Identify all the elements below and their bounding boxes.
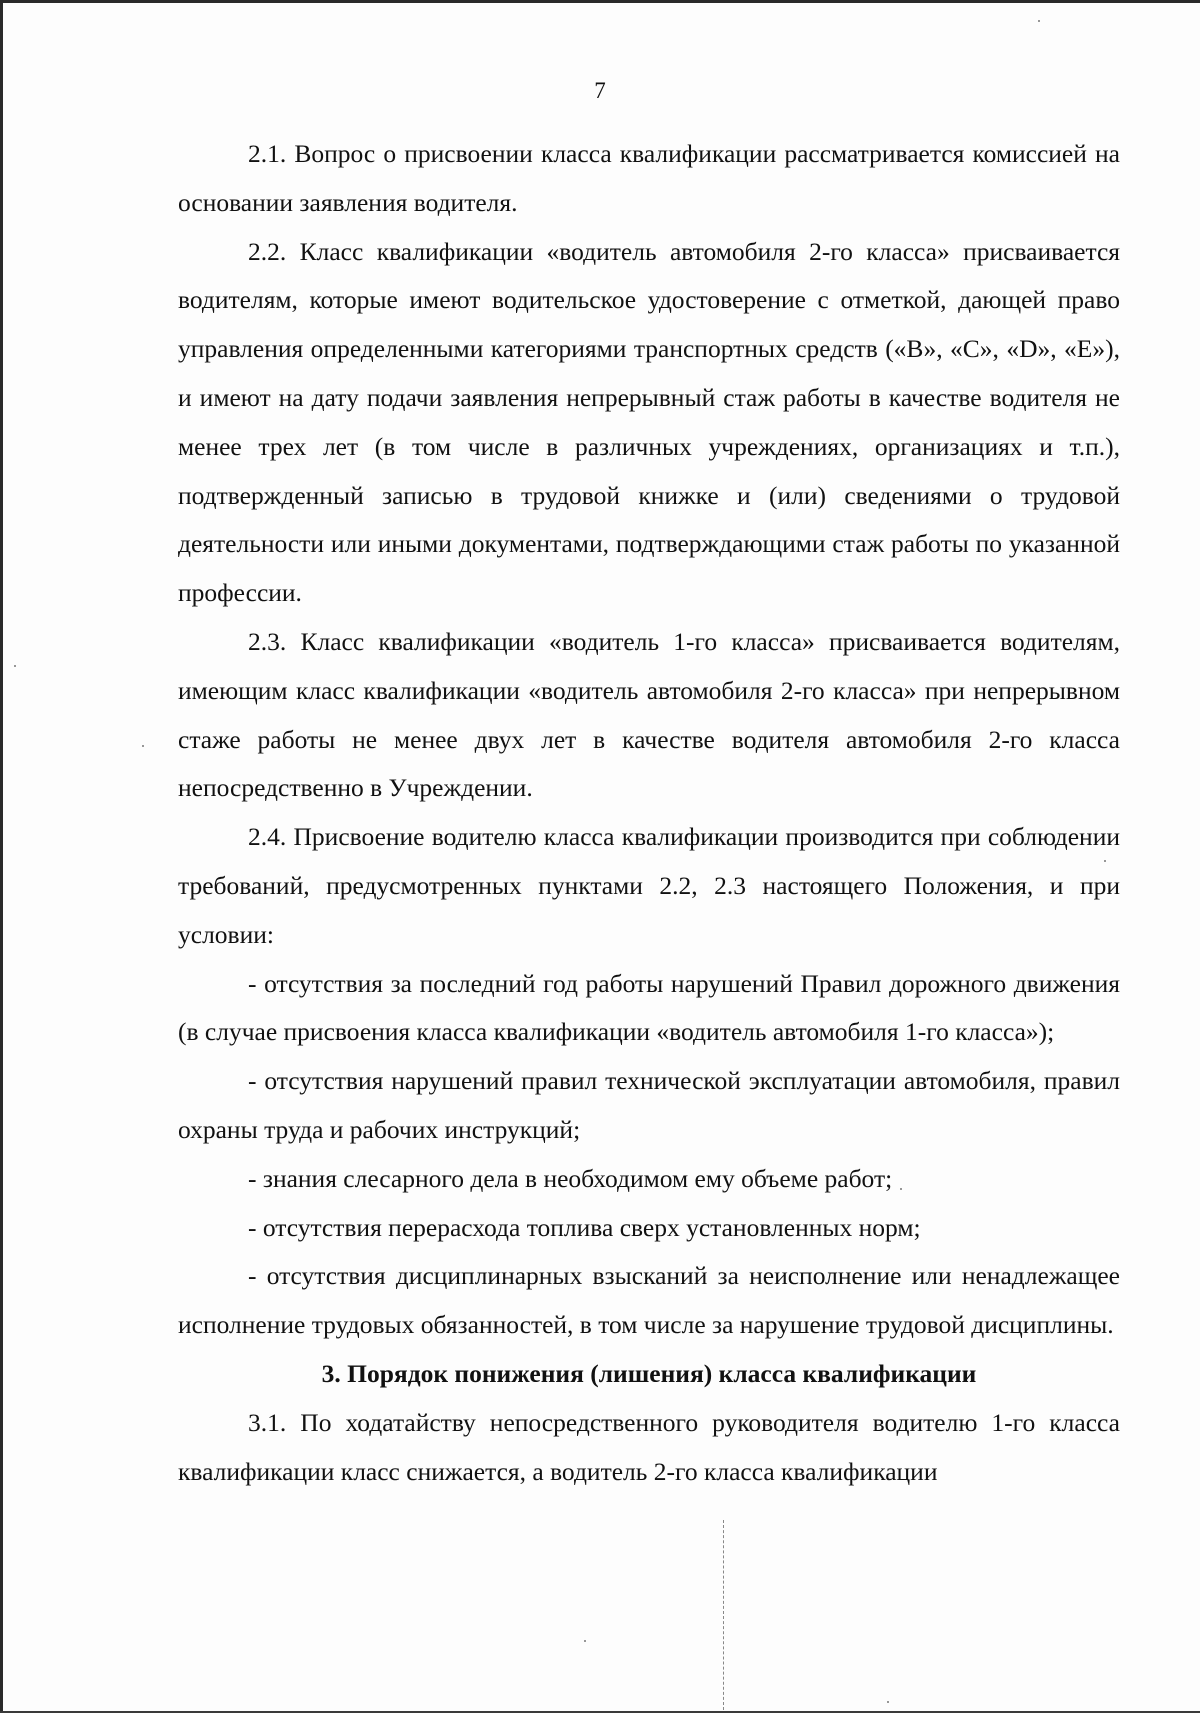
condition-item: - отсутствия перерасхода топлива сверх установленных норм; — [248, 1212, 921, 1242]
paragraph-2-2: 2.2. Класс квалификации «водитель автомобиля 2-го класса» присваивается водителям, которые имеют водительское удостоверение с отметкой, дающей право управления определенными категориями транспортных средств («B», «C», «D», «E»), и имеют на дату подачи заявления непрерывный стаж работы в качестве водителя не менее трех лет (в том числе в различных учреждениях, организациях и т.п.), подтвержденный записью в трудовой книжке и (или) сведениями о трудовой деятельности или иными документами, подтверждающими стаж работы по указанной профессии. — [178, 236, 1120, 608]
paragraph-3-1: 3.1. По ходатайству непосредственного руководителя водителю 1-го класса квалификации класс снижается, а водитель 2-го класса квалификации — [178, 1407, 1120, 1486]
condition-item: - отсутствия нарушений правил технической эксплуатации автомобиля, правил охраны труда и рабочих инструкций; — [178, 1066, 1120, 1144]
scan-speck — [887, 1701, 889, 1703]
scan-border-top — [0, 0, 1200, 3]
paragraph-2-1: 2.1. Вопрос о присвоении класса квалификации рассматривается комиссией на основании заявления водителя. — [178, 139, 1120, 217]
condition-item: - отсутствия за последний год работы нарушений Правил дорожного движения (в случае присвоения класса квалификации «водитель автомобиля 1-го класса»); — [178, 968, 1120, 1047]
paragraph-2-3: 2.3. Класс квалификации «водитель 1-го класса» присваивается водителям, имеющим класс квалификации «водитель автомобиля 2-го класса» при непрерывном стаже работы не менее двух лет в качестве водителя автомобиля 2-го класса непосредственно в Учреждении. — [178, 626, 1120, 803]
scan-fold-line — [723, 1520, 725, 1710]
document-body — [178, 130, 1120, 1496]
condition-item: - отсутствия дисциплинарных взысканий за неисполнение или ненадлежащее исполнение трудовых обязанностей, в том числе за нарушение трудовой дисциплины. — [178, 1261, 1120, 1340]
scan-speck — [142, 745, 144, 747]
page-number: 7 — [594, 78, 606, 103]
scan-speck — [584, 1640, 586, 1642]
condition-item: - знания слесарного дела в необходимом ему объеме работ; — [248, 1163, 893, 1193]
scan-border-left — [0, 0, 3, 1713]
scan-speck — [14, 665, 16, 667]
paragraph-2-4: 2.4. Присвоение водителю класса квалификации производится при соблюдении требований, предусмотренных пунктами 2.2, 2.3 настоящего Положения, и при условии: — [178, 822, 1120, 949]
scan-speck — [1038, 20, 1040, 22]
section-heading-3: 3. Порядок понижения (лишения) класса квалификации — [321, 1358, 977, 1388]
